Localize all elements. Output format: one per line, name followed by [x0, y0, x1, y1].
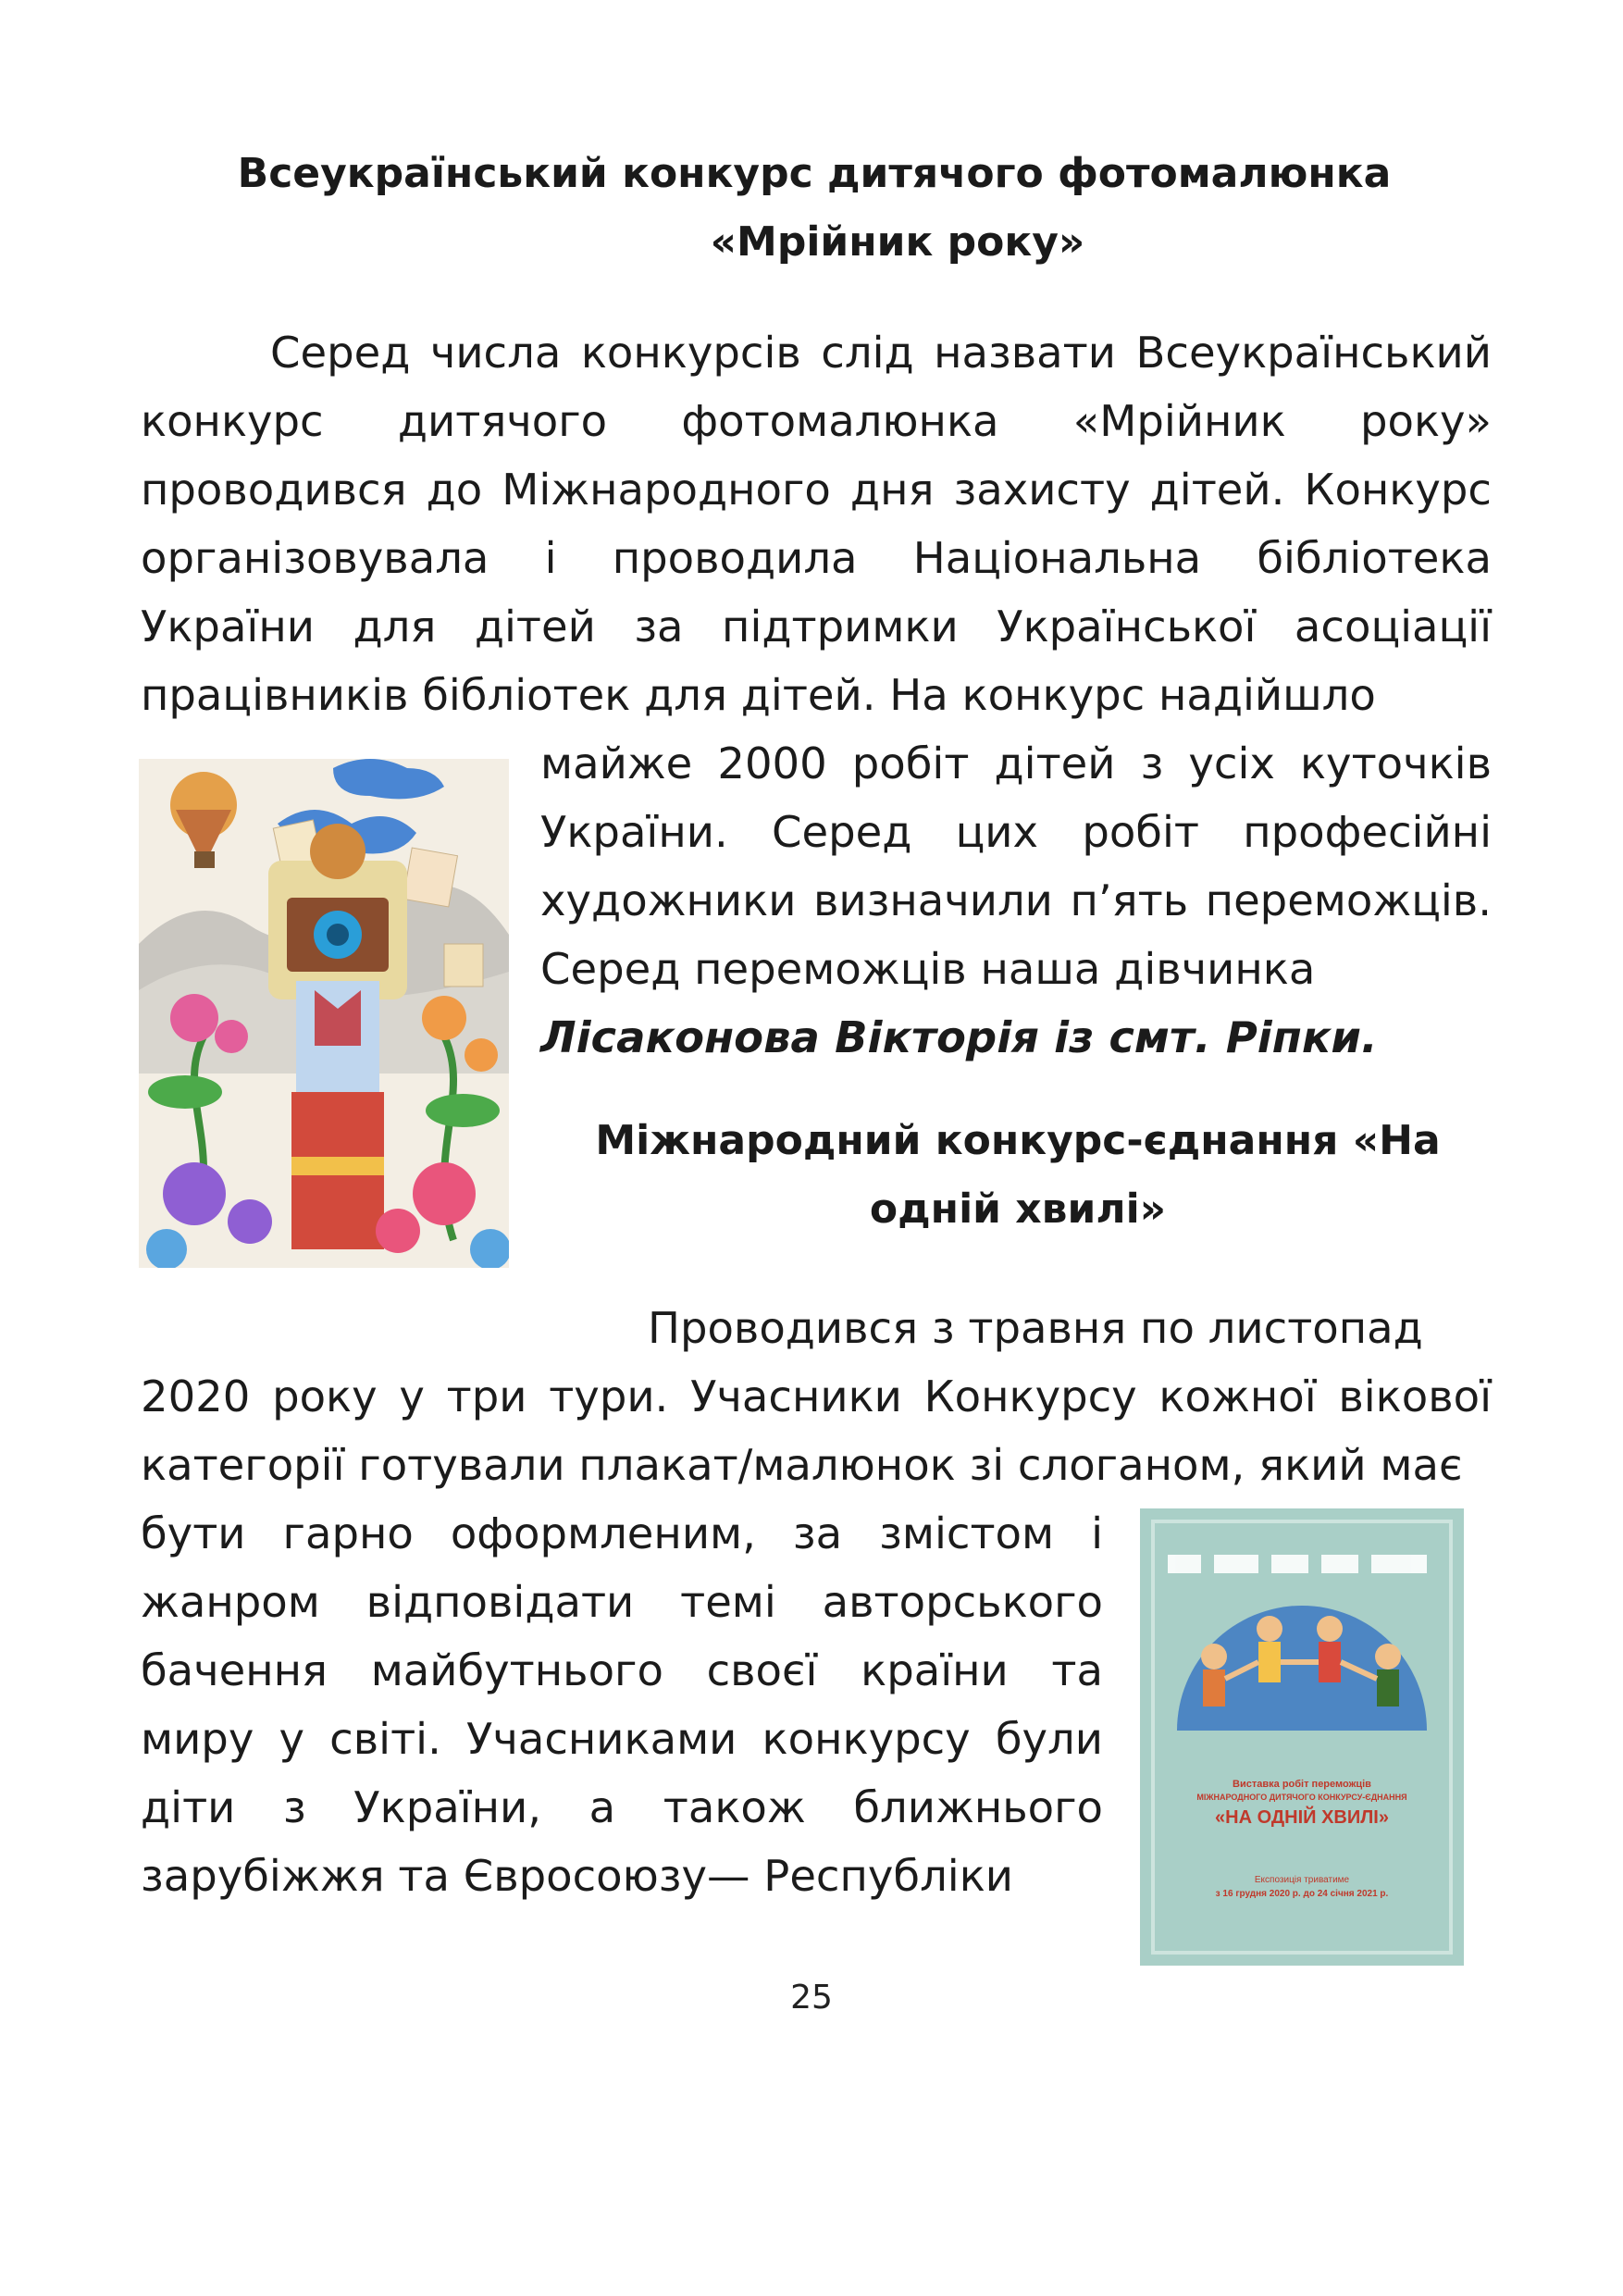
poster-line2: МІЖНАРОДНОГО ДИТЯЧОГО КОНКУРСУ-ЄДНАННЯ	[1196, 1793, 1407, 1802]
section2-paragraph-b: 2020 року у три тури. Учасники Конкурсу кожної вікової категорії готували плакат/малюнок зі слоганом, який має	[141, 1371, 1492, 1490]
contest-poster-image	[1140, 1508, 1464, 1966]
section1-title-line1: Всеукраїнський конкурс дитячого фотомалюнка	[237, 150, 1392, 197]
page-number: 25	[790, 1979, 833, 2017]
section2-paragraph-a: Проводився з травня по листопад	[648, 1303, 1423, 1353]
section1-paragraph-side	[540, 729, 1492, 1072]
poster-line3: Експозиція триватиме	[1254, 1875, 1350, 1885]
winner-name: Лісаконова Вікторія із смт. Ріпки.	[540, 1012, 1378, 1062]
section2-title-line2: одній хвилі»	[869, 1185, 1167, 1233]
section2-paragraph-c: бути гарно оформленим, за змістом і жанром відповідати темі авторського бачення майбутнього своєї країни та миру у світі. Учасниками конкурсу були діти з України, а також ближнього зарубіжжя та Євросоюзу— Республіки	[141, 1508, 1103, 1901]
section2-title-line1: Міжнародний конкурс-єднання «На	[595, 1117, 1441, 1164]
poster-dates: з 16 грудня 2020 р. до 24 січня 2021 р.	[1215, 1889, 1389, 1899]
poster-line1: Виставка робіт переможців	[1233, 1779, 1371, 1790]
poster-title: «НА ОДНІЙ ХВИЛІ»	[1215, 1807, 1389, 1828]
section1-paragraph-side-text: майже 2000 робіт дітей з усіх куточків України. Серед цих робіт професійні художники визначили п’ять переможців. Серед переможців наша дівчинка	[540, 738, 1492, 994]
childrens-drawing-image	[139, 759, 509, 1268]
section1-paragraph-top: Серед числа конкурсів слід назвати Всеукраїнський конкурс дитячого фотомалюнка «Мрійник року» проводився до Міжнародного дня захисту дітей. Конкурс організовувала і проводила Національна бібліотека України для дітей за підтримки Української асоціації працівників бібліотек для дітей. На конкурс надійшло	[141, 328, 1492, 720]
section1-title-line2: «Мрійник року»	[710, 218, 1085, 266]
